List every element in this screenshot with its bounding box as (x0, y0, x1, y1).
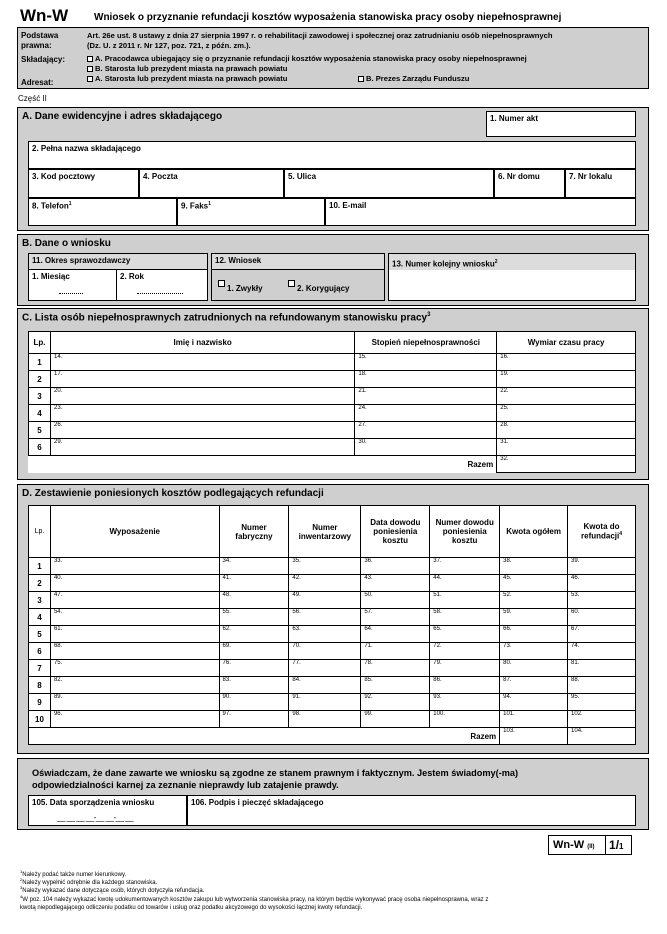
table-cell[interactable]: 21. (355, 388, 497, 405)
table-cell[interactable]: 62. (219, 626, 289, 643)
section-d (17, 484, 649, 754)
total-cell[interactable]: 32. (497, 456, 636, 473)
col-header: Numer dowodu poniesienia kosztu (430, 506, 500, 558)
table-cell[interactable]: 39. (568, 558, 636, 575)
field-email[interactable]: 10. E-mail (325, 198, 636, 226)
table-cell[interactable]: 50. (361, 592, 430, 609)
page-number: 1/1 (609, 838, 624, 852)
table-cell[interactable]: 49. (289, 592, 361, 609)
table-cell[interactable]: 98. (289, 711, 361, 728)
table-cell[interactable]: 90. (219, 694, 289, 711)
table-cell[interactable]: 18. (355, 371, 497, 388)
month-underline (59, 293, 83, 294)
table-cell[interactable]: 83. (219, 677, 289, 694)
col-header: Numer fabryczny (219, 506, 289, 558)
declaration-text: Oświadczam, że dane zawarte we wniosku są zgodne ze stanem prawnym i faktycznym. Jestem świadomy(-ma) odpowiedzialności karnej za zeznanie nieprawdy lub zatajenie prawdy. (32, 768, 519, 790)
table-cell[interactable]: 102. (568, 711, 636, 728)
row-number: 3 (29, 592, 51, 609)
form-code: Wn-W (20, 6, 69, 25)
submitter-option-a[interactable]: A. Pracodawca ubiegający się o przyznanie refundacji kosztów wyposażenia stanowiska pracy osoby niepełnosprawnej (87, 54, 527, 63)
total-cell[interactable]: 104. (568, 728, 636, 745)
costs-table (28, 505, 636, 745)
field-post-office[interactable]: 4. Poczta (139, 169, 284, 198)
col-header: Wyposażenie (50, 506, 219, 558)
table-cell[interactable]: 89. (50, 694, 219, 711)
table-cell[interactable]: 44. (430, 575, 500, 592)
table-cell[interactable]: 69. (219, 643, 289, 660)
table-cell[interactable]: 87. (500, 677, 568, 694)
table-cell[interactable]: 71. (361, 643, 430, 660)
table-cell[interactable]: 24. (355, 405, 497, 422)
table-cell[interactable]: 81. (568, 660, 636, 677)
table-cell[interactable]: 78. (361, 660, 430, 677)
total-row (29, 456, 636, 473)
table-row (29, 575, 636, 592)
row-number: 9 (29, 694, 51, 711)
table-cell[interactable]: 80. (500, 660, 568, 677)
col-header: Wymiar czasu pracy (497, 332, 636, 354)
total-row (29, 728, 636, 745)
table-cell[interactable]: 14. (50, 354, 354, 371)
table-cell[interactable]: 36. (361, 558, 430, 575)
table-cell[interactable]: 70. (289, 643, 361, 660)
table-cell[interactable]: 41. (219, 575, 289, 592)
part-label: Część II (18, 94, 47, 103)
table-row (29, 405, 636, 422)
table-cell[interactable]: 29. (50, 439, 354, 456)
checkbox-icon[interactable] (218, 280, 225, 287)
section-c-title: C. Lista osób niepełnosprawnych zatrudnionych na refundowanym stanowisku pracy$^3$ (22, 312, 431, 324)
col-header: Data dowodu poniesienia kosztu (361, 506, 430, 558)
table-cell[interactable]: 55. (219, 609, 289, 626)
footnote-text: Należy podać także numer kierunkowy. (22, 872, 127, 878)
row-number: 10 (29, 711, 51, 728)
checkbox-icon[interactable] (87, 66, 93, 72)
submitter-option-b[interactable]: B. Starosta lub prezydent miasta na prawach powiatu (87, 64, 287, 73)
table-row (29, 643, 636, 660)
table-cell[interactable]: 100. (430, 711, 500, 728)
option-regular[interactable]: 1. Zwykły (218, 280, 263, 289)
field-phone[interactable]: 8. Telefon$^1$ (28, 198, 177, 226)
reporting-period-header: 11. Okres sprawozdawczy (29, 254, 207, 270)
table-cell[interactable]: 67. (568, 626, 636, 643)
table-cell[interactable]: 53. (568, 592, 636, 609)
col-header: Lp. (29, 506, 51, 558)
footnote-text: W poz. 104 należy wykazać kwotę udokumentowanych kosztów zakupu lub wytworzenia stanowiska pracy, na którym będzie wykonywać pracę osoba niepełnosprawna, wraz z (22, 897, 489, 903)
table-cell[interactable]: 65. (430, 626, 500, 643)
table-row (29, 626, 636, 643)
table-row (29, 677, 636, 694)
table-cell[interactable]: 40. (50, 575, 219, 592)
table-cell[interactable]: 91. (289, 694, 361, 711)
field-signature[interactable]: 106. Podpis i pieczęć składającego (187, 795, 636, 826)
table-cell[interactable]: 74. (568, 643, 636, 660)
table-cell[interactable]: 19. (497, 371, 636, 388)
row-number: 7 (29, 660, 51, 677)
legal-basis-label: Podstawa prawna: (21, 31, 59, 50)
table-cell[interactable]: 23. (50, 405, 354, 422)
table-cell[interactable]: 35. (289, 558, 361, 575)
footer-form-code: Wn-W (II) 1/1 (548, 835, 632, 855)
footnote (20, 902, 362, 911)
checkbox-icon[interactable] (87, 56, 93, 62)
field-house-number[interactable]: 6. Nr domu (494, 169, 565, 198)
col-header: Lp. (29, 332, 51, 354)
row-number: 2 (29, 575, 51, 592)
table-cell[interactable]: 16. (497, 354, 636, 371)
table-row (29, 592, 636, 609)
table-cell[interactable]: 92. (361, 694, 430, 711)
field-sequence-number[interactable]: 13. Numer kolejny wniosku$^2$ (388, 253, 636, 301)
col-header: Imię i nazwisko (50, 332, 354, 354)
table-cell[interactable]: 26. (50, 422, 354, 439)
table-cell[interactable]: 96. (50, 711, 219, 728)
row-number: 2 (29, 371, 51, 388)
table-cell[interactable]: 60. (568, 609, 636, 626)
table-cell[interactable]: 20. (50, 388, 354, 405)
row-number: 4 (29, 609, 51, 626)
row-number: 8 (29, 677, 51, 694)
section-a-title: A. Dane ewidencyjne i adres składającego (22, 111, 223, 122)
table-cell[interactable]: 59. (500, 609, 568, 626)
field-reporting-period (28, 253, 208, 301)
table-cell[interactable]: 34. (219, 558, 289, 575)
table-cell[interactable]: 51. (430, 592, 500, 609)
application-type-header: 12. Wniosek (212, 254, 384, 270)
year-underline (137, 293, 183, 294)
table-cell[interactable]: 22. (497, 388, 636, 405)
table-row (29, 422, 636, 439)
total-cell[interactable]: 103. (500, 728, 568, 745)
table-cell[interactable]: 66. (500, 626, 568, 643)
table-cell[interactable]: 45. (500, 575, 568, 592)
table-cell[interactable]: 82. (50, 677, 219, 694)
option-corrective[interactable]: 2. Korygujący (288, 280, 349, 289)
table-cell[interactable]: 54. (50, 609, 219, 626)
row-number: 6 (29, 439, 51, 456)
table-cell[interactable]: 75. (50, 660, 219, 677)
row-number: 5 (29, 626, 51, 643)
table-cell[interactable]: 33. (50, 558, 219, 575)
table-cell[interactable]: 86. (430, 677, 500, 694)
table-cell[interactable]: 68. (50, 643, 219, 660)
footnote (20, 885, 204, 894)
field-apartment-number[interactable]: 7. Nr lokalu (565, 169, 636, 198)
table-cell[interactable]: 37. (430, 558, 500, 575)
field-full-name[interactable]: 2. Pełna nazwa składającego (28, 141, 636, 169)
table-cell[interactable]: 76. (219, 660, 289, 677)
table-cell[interactable]: 28. (497, 422, 636, 439)
col-header: Kwota ogółem (500, 506, 568, 558)
table-cell[interactable]: 42. (289, 575, 361, 592)
table-row (29, 558, 636, 575)
checkbox-icon[interactable] (87, 76, 93, 82)
table-row (29, 609, 636, 626)
table-cell[interactable]: 77. (289, 660, 361, 677)
field-postal-code[interactable]: 3. Kod pocztowy (28, 169, 139, 198)
total-label: Razem (29, 456, 497, 473)
table-row (29, 711, 636, 728)
table-cell[interactable]: 99. (361, 711, 430, 728)
table-row (29, 694, 636, 711)
section-c (17, 308, 649, 480)
footnote-number: 4 (20, 894, 23, 899)
table-cell[interactable]: 38. (500, 558, 568, 575)
table-cell[interactable]: 85. (361, 677, 430, 694)
table-cell[interactable]: 25. (497, 405, 636, 422)
table-cell[interactable]: 17. (50, 371, 354, 388)
table-cell[interactable]: 31. (497, 439, 636, 456)
table-cell[interactable]: 94. (500, 694, 568, 711)
footnote-text: Należy wypełnić odrębnie dla każdego stanowiska. (22, 880, 158, 886)
table-cell[interactable]: 79. (430, 660, 500, 677)
col-header: Stopień niepełnosprawności (355, 332, 497, 354)
table-cell[interactable]: 95. (568, 694, 636, 711)
table-cell[interactable]: 57. (361, 609, 430, 626)
table-cell[interactable]: 88. (568, 677, 636, 694)
table-cell[interactable]: 47. (50, 592, 219, 609)
addressee-option-b[interactable]: B. Prezes Zarządu Funduszu (358, 74, 469, 83)
table-cell[interactable]: 52. (500, 592, 568, 609)
field-date[interactable]: 105. Data sporządzenia wniosku __ __ __ __-__ __-__ __ (28, 795, 187, 826)
table-cell[interactable]: 73. (500, 643, 568, 660)
table-cell[interactable]: 64. (361, 626, 430, 643)
field-year[interactable]: 2. Rok (117, 270, 207, 300)
footnote-text: kwotą niepodlegającego odliczeniu podatku od towarów i usług oraz podatku akcyzowego do wysokości łącznej kwoty refundacji. (20, 905, 363, 911)
table-cell[interactable]: 46. (568, 575, 636, 592)
footnote-text: Należy wykazać dane dotyczące osób, których dotyczyła refundacja. (22, 888, 205, 894)
col-header: Kwota do refundacji$^4$ (568, 506, 636, 558)
table-cell[interactable]: 27. (355, 422, 497, 439)
table-cell[interactable]: 43. (361, 575, 430, 592)
field-month[interactable]: 1. Miesiąc (29, 270, 117, 300)
table-cell[interactable]: 48. (219, 592, 289, 609)
field-application-type (211, 253, 385, 301)
table-cell[interactable]: 72. (430, 643, 500, 660)
table-cell[interactable]: 63. (289, 626, 361, 643)
section-b (17, 234, 649, 306)
table-cell[interactable]: 84. (289, 677, 361, 694)
table-row (29, 388, 636, 405)
table-cell[interactable]: 93. (430, 694, 500, 711)
table-row (29, 439, 636, 456)
addressee-label: Adresat: (21, 78, 54, 87)
submitter-label: Składający: (21, 55, 66, 64)
addressee-option-a[interactable]: A. Starosta lub prezydent miasta na prawach powiatu (87, 74, 287, 83)
row-number: 3 (29, 388, 51, 405)
table-row (29, 371, 636, 388)
table-row (29, 354, 636, 371)
table-cell[interactable]: 97. (219, 711, 289, 728)
checkbox-icon[interactable] (288, 280, 295, 287)
total-label: Razem (29, 728, 500, 745)
col-header: Numer inwentarzowy (289, 506, 361, 558)
row-number: 6 (29, 643, 51, 660)
section-d-title: D. Zestawienie poniesionych kosztów podlegających refundacji (22, 488, 324, 499)
form-title: Wniosek o przyznanie refundacji kosztów wyposażenia stanowiska pracy osoby niepełnosprawnej (94, 12, 562, 23)
field-file-number[interactable]: 1. Numer akt (486, 111, 636, 137)
row-number: 4 (29, 405, 51, 422)
persons-table (28, 331, 636, 473)
table-cell[interactable]: 56. (289, 609, 361, 626)
table-cell[interactable]: 15. (355, 354, 497, 371)
declaration-section (17, 758, 649, 830)
table-cell[interactable]: 101. (500, 711, 568, 728)
table-cell[interactable]: 61. (50, 626, 219, 643)
row-number: 5 (29, 422, 51, 439)
footnote-number: 2 (20, 877, 23, 882)
checkbox-icon[interactable] (358, 76, 364, 82)
footnote-number: 3 (20, 885, 23, 890)
table-cell[interactable]: 58. (430, 609, 500, 626)
section-b-title: B. Dane o wniosku (22, 238, 111, 249)
section-a (17, 107, 649, 231)
legal-basis-text: Art. 26e ust. 8 ustawy z dnia 27 sierpnia 1997 r. o rehabilitacji zawodowej i społecznej oraz zatrudnianiu osób niepełnosprawnych (Dz. U. z 2011 r. Nr 127, poz. 721, z późn. zm.). (87, 31, 553, 50)
row-number: 1 (29, 354, 51, 371)
field-street[interactable]: 5. Ulica (284, 169, 494, 198)
footnote-number: 1 (20, 869, 23, 874)
field-fax[interactable]: 9. Faks$^1$ (177, 198, 325, 226)
table-cell[interactable]: 30. (355, 439, 497, 456)
row-number: 1 (29, 558, 51, 575)
date-placeholder: __ __ __ __-__ __-__ __ (57, 813, 134, 822)
legal-basis-block (17, 27, 649, 89)
table-row (29, 660, 636, 677)
